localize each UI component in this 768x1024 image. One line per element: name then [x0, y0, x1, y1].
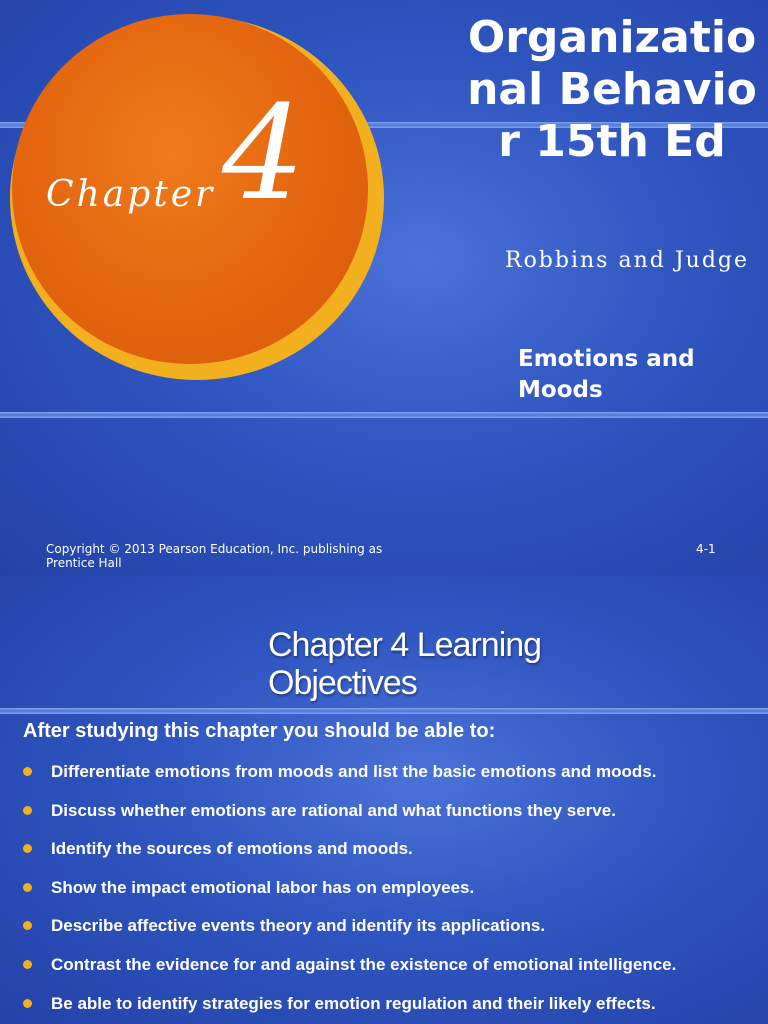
bullet-icon: [23, 844, 32, 853]
list-item: [0, 878, 676, 917]
objective-text: Show the impact emotional labor has on employees.: [51, 877, 475, 897]
list-item: [0, 762, 676, 801]
copyright-notice: Copyright © 2013 Pearson Education, Inc. publishing as Prentice Hall: [46, 542, 383, 570]
list-item: [0, 839, 676, 878]
header-rule: [0, 708, 768, 714]
objective-text: Differentiate emotions from moods and list the basic emotions and moods.: [51, 762, 657, 781]
objective-text: Be able to identify strategies for emotion regulation and their likely effects.: [51, 993, 656, 1013]
bullet-icon: [23, 921, 32, 930]
list-item: [0, 955, 676, 994]
page-number: 4-1: [696, 542, 716, 556]
objective-text: Discuss whether emotions are rational and what functions they serve.: [51, 800, 616, 820]
chapter-label: Chapter: [46, 174, 216, 215]
objectives-list: [0, 762, 676, 1024]
book-title: Organizational Behavior 15th Ed: [467, 12, 757, 167]
bullet-icon: [23, 960, 32, 969]
bullet-icon: [23, 767, 32, 776]
objective-text: Describe affective events theory and identify its applications.: [51, 916, 546, 936]
bullet-icon: [23, 806, 32, 815]
list-item: [0, 801, 676, 840]
intro-text: After studying this chapter you should be able to:: [23, 720, 496, 742]
chapter-number: 4: [222, 77, 305, 229]
objective-text: Identify the sources of emotions and moods.: [51, 839, 413, 859]
bullet-icon: [23, 883, 32, 892]
chapter-subtitle: Emotions and Moods: [518, 346, 695, 403]
objective-text: Contrast the evidence for and against the existence of emotional intelligence.: [51, 954, 677, 974]
list-item: [0, 916, 676, 955]
bullet-icon: [23, 999, 32, 1008]
objectives-slide: [0, 576, 768, 1024]
authors: Robbins and Judge: [505, 248, 749, 273]
list-item: [0, 994, 676, 1024]
bottom-rule: [0, 412, 768, 418]
slide-title: Chapter 4 Learning Objectives: [268, 626, 542, 702]
